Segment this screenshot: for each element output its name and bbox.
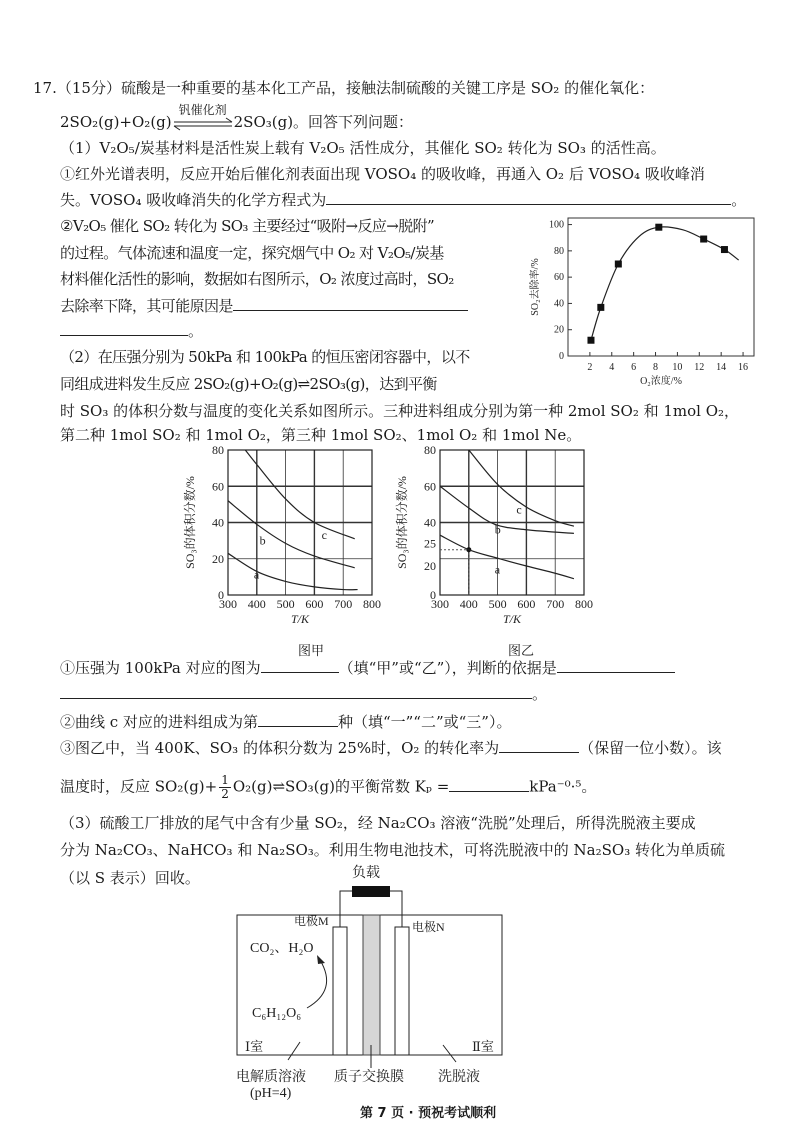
products-label: CO₂、H₂O	[250, 941, 314, 956]
curve-label-b: b	[494, 522, 501, 537]
x-tick-label: 14	[716, 362, 727, 373]
plot-frame	[568, 218, 754, 356]
fraction-numerator: 1	[221, 773, 229, 787]
reaction-right: 2SO₃(g)。回答下列问题：	[233, 113, 414, 131]
leader-line	[443, 1045, 456, 1062]
eluent-label: 洗脱液	[438, 1070, 480, 1085]
equilibrium-arrow-icon	[172, 103, 234, 130]
y-tick-label: 0	[559, 351, 564, 362]
wire-left	[340, 891, 352, 927]
electrode-m	[333, 927, 347, 1055]
room2-label: Ⅱ室	[472, 1039, 494, 1054]
x-tick-label: 500	[276, 597, 295, 611]
y-tick-label: 20	[212, 551, 224, 566]
curve-label-b: b	[259, 533, 266, 548]
part2-q1-text: ①压强为 100kPa 对应的图为	[60, 659, 261, 677]
leader-line	[288, 1042, 300, 1060]
answer-blank[interactable]	[326, 190, 731, 205]
x-tick-label: 2	[587, 362, 593, 373]
part1-q1-line2	[60, 190, 746, 210]
figure-yi-caption: 图乙	[508, 644, 535, 659]
so2-removal-chart	[528, 208, 768, 393]
x-axis-label: T/K	[502, 612, 522, 626]
y-tick-label: 80	[424, 443, 436, 457]
wire-right	[390, 891, 402, 927]
electrode-n-label: 电极N	[412, 920, 445, 934]
curve-a	[440, 535, 574, 579]
x-axis-label: T/K	[290, 612, 310, 626]
curve-label-c: c	[516, 502, 522, 517]
x-tick-label: 4	[609, 362, 615, 373]
part1-q2-text: 去除率下降，其可能原因是	[60, 297, 233, 315]
y-tick-label: 0	[430, 588, 436, 602]
x-tick-label: 300	[431, 597, 449, 611]
part2-q3-hint: （保留一位小数）。该	[579, 739, 722, 757]
data-point	[721, 246, 728, 253]
data-point	[597, 304, 604, 311]
fraction-denominator: 2	[221, 787, 229, 801]
curve-b	[228, 501, 355, 568]
part1-q2-line5	[60, 321, 203, 341]
part1-q1-text: 失。VOSO₄ 吸收峰消失的化学方程式为	[60, 191, 327, 209]
curve-c	[245, 450, 354, 539]
fraction-one-half	[219, 774, 231, 801]
part2-line1: （2）在压强分别为 50kPa 和 100kPa 的恒压密闭容器中，以不	[60, 348, 470, 366]
x-tick-label: 800	[575, 597, 593, 611]
question-header	[33, 78, 654, 98]
data-point	[655, 224, 662, 231]
y-tick-label: 0	[218, 588, 224, 602]
electrode-n	[395, 927, 409, 1055]
x-tick-label: 400	[247, 597, 266, 611]
answer-blank[interactable]	[233, 296, 468, 311]
y-tick-label: 60	[212, 479, 224, 494]
part2-q1-hint: （填“甲”或“乙”），判断的依据是	[338, 659, 557, 677]
part1-q2-line3: 材料催化活性的影响，数据如右图所示，O₂ 浓度过高时，SO₂	[60, 270, 454, 288]
fit-curve	[591, 227, 739, 340]
period: 。	[731, 191, 747, 209]
electrolyte-label: 电解质溶液	[236, 1070, 306, 1085]
room1-label: Ⅰ室	[245, 1039, 264, 1054]
y-axis-label: SO₂去除率/%	[530, 258, 541, 316]
part1-q2-line4	[60, 296, 468, 316]
reaction-text: 温度时，反应 SO₂(g)+	[60, 777, 218, 796]
x-axis-label: O₂浓度/%	[640, 376, 682, 387]
y-tick-label: 40	[424, 515, 436, 530]
kp-unit: kPa⁻⁰·⁵。	[529, 777, 597, 796]
answer-blank[interactable]	[499, 738, 579, 753]
y-tick-label: 40	[554, 298, 564, 310]
x-tick-label: 500	[488, 597, 507, 611]
part1-intro: （1）V₂O₅/炭基材料是活性炭上载有 V₂O₅ 活性成分，其催化 SO₂ 转化为 SO₃ 的活性高。	[60, 139, 666, 157]
answer-blank[interactable]	[60, 684, 532, 699]
y-tick-label: 80	[554, 245, 564, 257]
data-point	[587, 337, 594, 344]
y-tick-label: 20	[424, 558, 436, 573]
figure-jia-chart	[180, 440, 390, 635]
part3-line1: （3）硫酸工厂排放的尾气中含有少量 SO₂，经 Na₂CO₃ 溶液“洗脱”处理后，所得洗脱液主要成	[60, 814, 696, 832]
x-tick-label: 600	[517, 597, 536, 611]
x-tick-label: 6	[631, 362, 637, 373]
part2-line3: 时 SO₃ 的体积分数与温度的变化关系如图所示。三种进料组成分别为第一种 2mol SO₂ 和 1mol O₂，	[60, 402, 740, 420]
data-point	[700, 236, 707, 243]
x-tick-label: 16	[738, 362, 749, 373]
y-tick-label: 20	[554, 324, 564, 336]
page-footer: 第 7 页 · 预祝考试顺利	[360, 1106, 497, 1121]
y-tick-label: 100	[549, 219, 564, 231]
part2-q3-line1	[60, 738, 722, 758]
part2-q3-text: ③图乙中，当 400K、SO₃ 的体积分数为 25%时，O₂ 的转化率为	[60, 739, 500, 757]
reaction-left: 2SO₂(g)+O₂(g)	[60, 113, 172, 131]
x-tick-label: 800	[363, 597, 381, 611]
x-tick-label: 12	[694, 362, 705, 373]
x-tick-label: 300	[219, 597, 237, 611]
catalyst-label: 钒催化剂	[178, 103, 227, 117]
answer-blank[interactable]	[261, 658, 339, 673]
figure-yi-chart	[392, 440, 602, 635]
x-tick-label: 10	[672, 362, 683, 373]
membrane-label: 质子交换膜	[334, 1070, 404, 1085]
electrode-m-label: 电极M	[294, 914, 329, 928]
question-number: 17.（15分）	[33, 79, 121, 97]
guide-dashed-line	[440, 550, 469, 595]
y-tick-label: 25	[424, 536, 436, 551]
part2-line4: 第二种 1mol SO₂ 和 1mol O₂，第三种 1mol SO₂、1mol O₂ 和 1mol Ne。	[60, 426, 582, 444]
x-tick-label: 600	[305, 597, 324, 611]
period: 。	[188, 322, 204, 340]
kp-text: O₂(g)⇌SO₃(g)的平衡常数 Kₚ =	[232, 777, 450, 796]
x-tick-label: 8	[653, 362, 659, 373]
y-tick-label: 60	[424, 479, 436, 494]
y-tick-label: 80	[212, 443, 224, 457]
main-reaction	[60, 103, 414, 132]
intro-text: 硫酸是一种重要的基本化工产品，接触法制硫酸的关键工序是 SO₂ 的催化氧化：	[120, 79, 655, 97]
answer-blank[interactable]	[557, 658, 675, 673]
figure-jia-caption: 图甲	[298, 644, 325, 659]
proton-exchange-membrane	[363, 915, 380, 1055]
answer-blank[interactable]	[449, 777, 529, 792]
part2-line2: 同组成进料发生反应 2SO₂(g)+O₂(g)⇌2SO₃(g)，达到平衡	[60, 375, 437, 393]
reaction-arrow-icon	[307, 960, 327, 1008]
part2-q1-line2	[60, 684, 547, 704]
load-resistor-icon	[352, 886, 390, 897]
part3-line3: （以 S 表示）回收。	[60, 869, 200, 887]
answer-blank[interactable]	[258, 712, 338, 727]
part1-q2-line1: ②V₂O₅ 催化 SO₂ 转化为 SO₃ 主要经过“吸附→反应→脱附”	[60, 217, 435, 235]
ph-label: (pH=4)	[250, 1086, 292, 1101]
period: 。	[532, 685, 548, 703]
x-tick-label: 700	[546, 597, 565, 611]
part2-q2-text: ②曲线 c 对应的进料组成为第	[60, 713, 258, 731]
part2-q1-line1	[60, 658, 675, 678]
curve-label-a: a	[494, 562, 501, 577]
y-axis-label: SO₃的体积分数/%	[183, 476, 197, 569]
part1-q1-line1: ①红外光谱表明，反应开始后催化剂表面出现 VOSO₄ 的吸收峰，再通入 O₂ 后 VOSO₄ 吸收峰消	[60, 165, 705, 183]
x-tick-label: 400	[459, 597, 478, 611]
reactant-label: C₆H₁₂O₆	[252, 1006, 302, 1021]
curve-label-a: a	[253, 567, 260, 582]
y-tick-label: 60	[554, 272, 564, 284]
part1-q2-line2: 的过程。气体流速和温度一定，探究烟气中 O₂ 对 V₂O₅/炭基	[60, 244, 444, 262]
part3-line2: 分为 Na₂CO₃、NaHCO₃ 和 Na₂SO₃。利用生物电池技术，可将洗脱液中的 Na₂SO₃ 转化为单质硫	[60, 841, 725, 859]
arrowhead-icon	[317, 955, 325, 964]
y-tick-label: 40	[212, 515, 224, 530]
y-axis-label: SO₃的体积分数/%	[395, 476, 409, 569]
answer-blank[interactable]	[60, 321, 188, 336]
bio-battery-diagram	[200, 855, 600, 1105]
part2-q2-hint: 种（填“一”“二”或“三”）。	[337, 713, 512, 731]
x-tick-label: 700	[334, 597, 353, 611]
part2-q2-line	[60, 712, 511, 732]
part2-q3-line2	[60, 774, 596, 801]
data-point	[615, 261, 622, 268]
curve-label-c: c	[321, 527, 327, 542]
load-label: 负载	[352, 866, 380, 881]
